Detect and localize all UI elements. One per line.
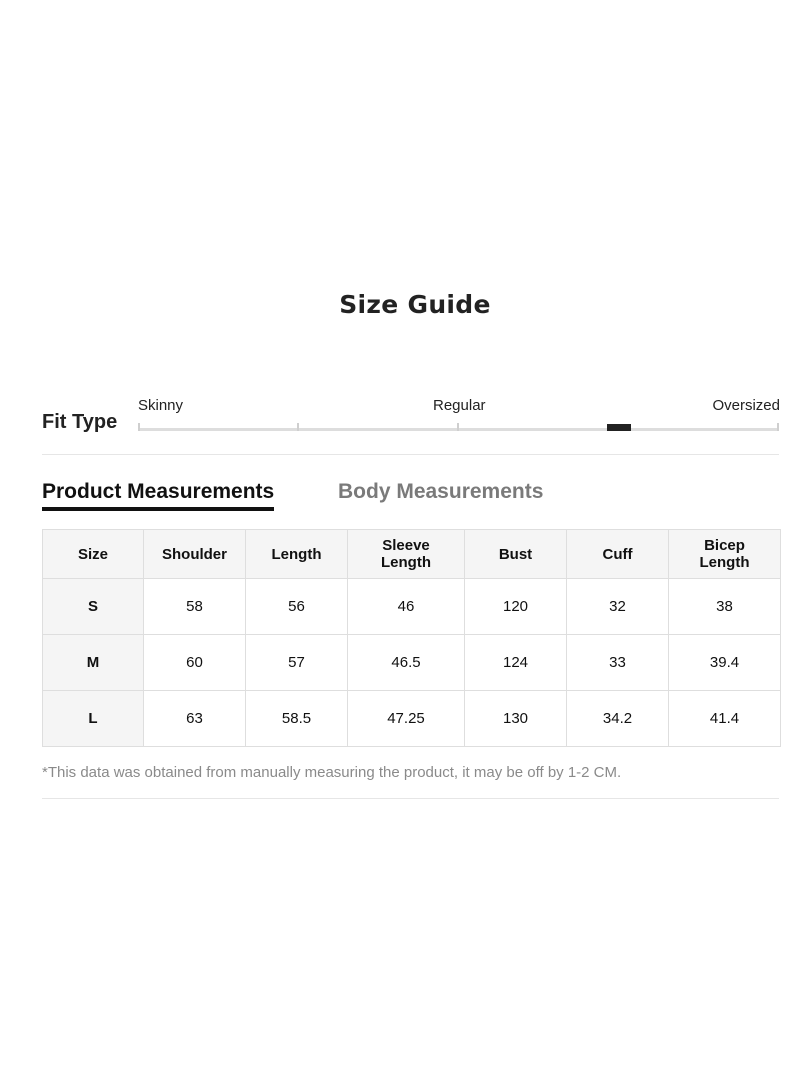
table-header-cell: Sleeve Length [348, 530, 465, 579]
table-cell-size: L [43, 691, 144, 747]
fit-type-label: Fit Type [42, 411, 118, 433]
divider [42, 798, 779, 799]
table-cell: 32 [567, 579, 669, 635]
table-cell: 41.4 [669, 691, 781, 747]
fit-scale-label-regular: Regular [433, 397, 486, 414]
page-title: Size Guide [339, 290, 491, 319]
table-cell: 63 [144, 691, 246, 747]
table-cell: 47.25 [348, 691, 465, 747]
table-cell: 130 [465, 691, 567, 747]
divider [42, 454, 779, 455]
table-row [43, 579, 781, 635]
table-header-row [43, 530, 781, 579]
table-cell: 38 [669, 579, 781, 635]
tab-body-measurements[interactable]: Body Measurements [338, 480, 544, 503]
table-header-cell: Length [246, 530, 348, 579]
table-header-cell: Bicep Length [669, 530, 781, 579]
fit-scale-tick [457, 423, 459, 431]
measurement-disclaimer: *This data was obtained from manually measuring the product, it may be off by 1-2 CM. [42, 764, 622, 781]
table-cell: 39.4 [669, 635, 781, 691]
table-cell: 33 [567, 635, 669, 691]
fit-scale-tick [138, 423, 140, 431]
table-cell: 34.2 [567, 691, 669, 747]
table-cell: 60 [144, 635, 246, 691]
table-row [43, 635, 781, 691]
fit-scale-label-skinny: Skinny [138, 397, 184, 414]
table-cell-size: S [43, 579, 144, 635]
table-header-cell: Bust [465, 530, 567, 579]
table-row [43, 691, 781, 747]
table-cell: 120 [465, 579, 567, 635]
fit-scale-tick [297, 423, 299, 431]
table-header-cell: Shoulder [144, 530, 246, 579]
table-cell-size: M [43, 635, 144, 691]
fit-scale-marker [607, 424, 631, 431]
table-cell: 46 [348, 579, 465, 635]
table-cell: 58 [144, 579, 246, 635]
table-header-cell: Size [43, 530, 144, 579]
table-cell: 46.5 [348, 635, 465, 691]
table-cell: 58.5 [246, 691, 348, 747]
fit-scale-label-oversized: Oversized [712, 397, 780, 414]
tab-product-measurements[interactable]: Product Measurements [42, 480, 275, 503]
size-table [42, 529, 781, 747]
table-cell: 56 [246, 579, 348, 635]
table-cell: 57 [246, 635, 348, 691]
fit-scale-tick [777, 423, 779, 431]
table-header-cell: Cuff [567, 530, 669, 579]
table-cell: 124 [465, 635, 567, 691]
